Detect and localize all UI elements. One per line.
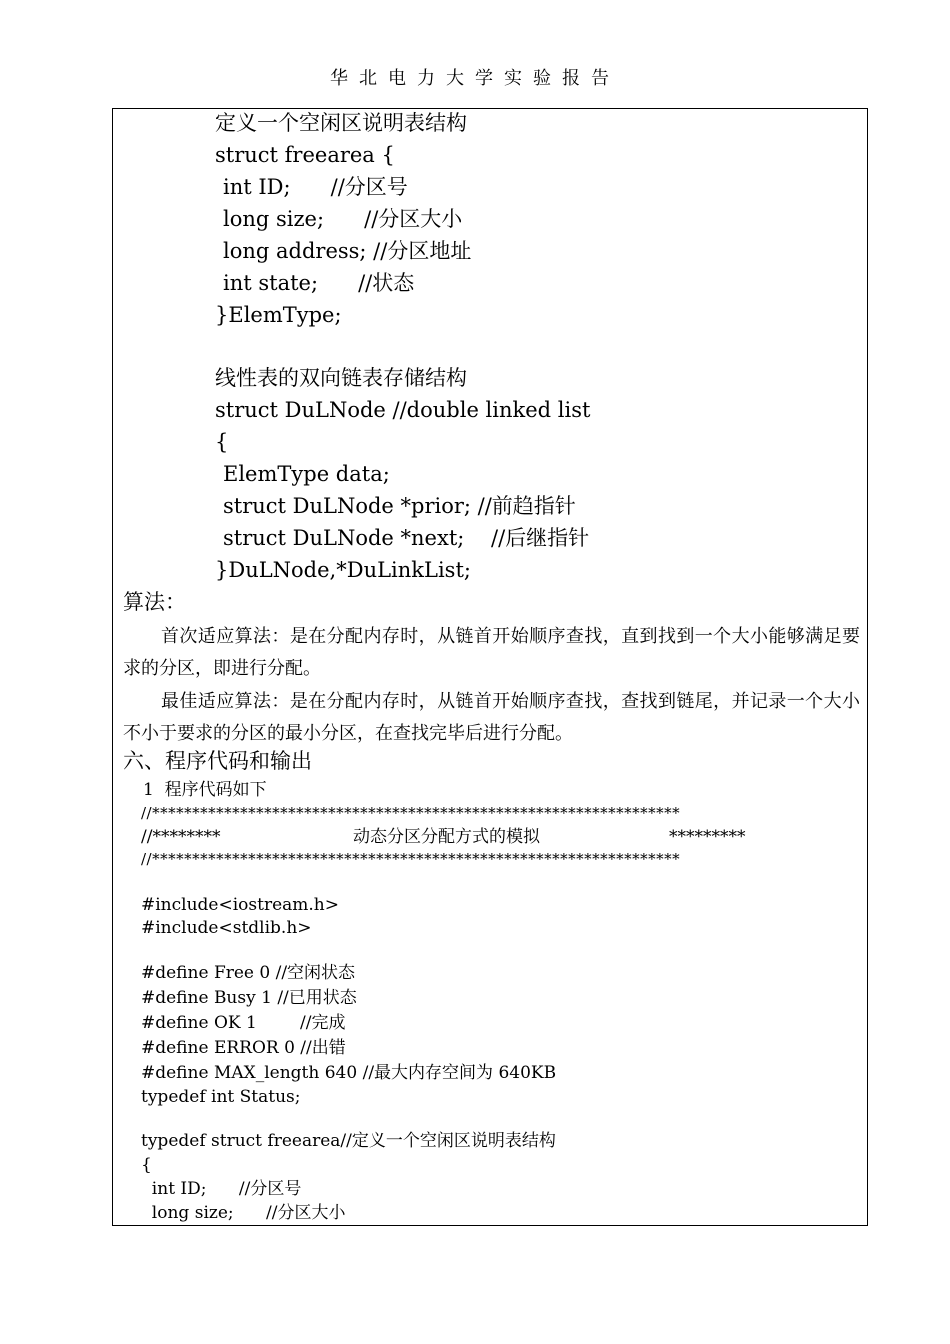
code-line: struct DuLNode *prior; //前趋指针: [223, 494, 576, 518]
section-heading: 六、程序代码和输出: [123, 749, 312, 773]
code-line: #define OK 1 //完成: [141, 1013, 346, 1033]
banner-left: //********: [141, 827, 221, 847]
code-line: #define Free 0 //空闲状态: [141, 963, 356, 983]
section-subheading: 1 程序代码如下: [143, 780, 267, 800]
banner-title: 动态分区分配方式的模拟: [353, 827, 540, 847]
code-line: #include<iostream.h>: [141, 895, 339, 915]
report-content-box: [112, 108, 868, 1226]
code-line: #define Busy 1 //已用状态: [141, 988, 357, 1008]
code-line: {: [215, 430, 229, 454]
code-line: struct DuLNode *next; //后继指针: [223, 526, 590, 550]
code-line: typedef struct freearea//定义一个空闲区说明表结构: [141, 1131, 556, 1151]
report-header: 华北电力大学实验报告: [330, 68, 620, 89]
code-line: {: [141, 1155, 152, 1175]
code-line: struct DuLNode //double linked list: [215, 398, 591, 422]
code-line: }ElemType;: [215, 303, 342, 327]
stars-line: //******************************************************************: [141, 804, 681, 822]
code-line: int ID; //分区号: [141, 1179, 302, 1199]
list-title: 线性表的双向链表存储结构: [215, 366, 467, 390]
code-line: #define MAX_length 640 //最大内存空间为 640KB: [141, 1063, 557, 1083]
code-line: #define ERROR 0 //出错: [141, 1038, 346, 1058]
algorithm-first-fit: 首次适应算法：是在分配内存时，从链首开始顺序查找，直到找到一个大小能够满足要求的分区，即进行分配。: [123, 626, 860, 679]
code-line: int state; //状态: [223, 271, 415, 295]
code-line: long size; //分区大小: [141, 1203, 346, 1223]
code-line: long size; //分区大小: [223, 207, 463, 231]
code-line: ElemType data;: [223, 462, 390, 486]
code-line: long address; //分区地址: [223, 239, 472, 263]
struct-title: 定义一个空闲区说明表结构: [215, 111, 467, 135]
algorithm-heading: 算法：: [123, 590, 186, 614]
code-line: int ID; //分区号: [223, 175, 408, 199]
algorithm-best-fit: 最佳适应算法：是在分配内存时，从链首开始顺序查找，查找到链尾，并记录一个大小不小于要求的分区的最小分区，在查找完毕后进行分配。: [123, 691, 860, 744]
code-line: struct freearea {: [215, 143, 395, 167]
banner-right: *********: [669, 827, 746, 847]
stars-line: //******************************************************************: [141, 850, 681, 868]
code-line: typedef int Status;: [141, 1087, 301, 1107]
code-line: #include<stdlib.h>: [141, 918, 312, 938]
code-line: }DuLNode,*DuLinkList;: [215, 558, 471, 582]
